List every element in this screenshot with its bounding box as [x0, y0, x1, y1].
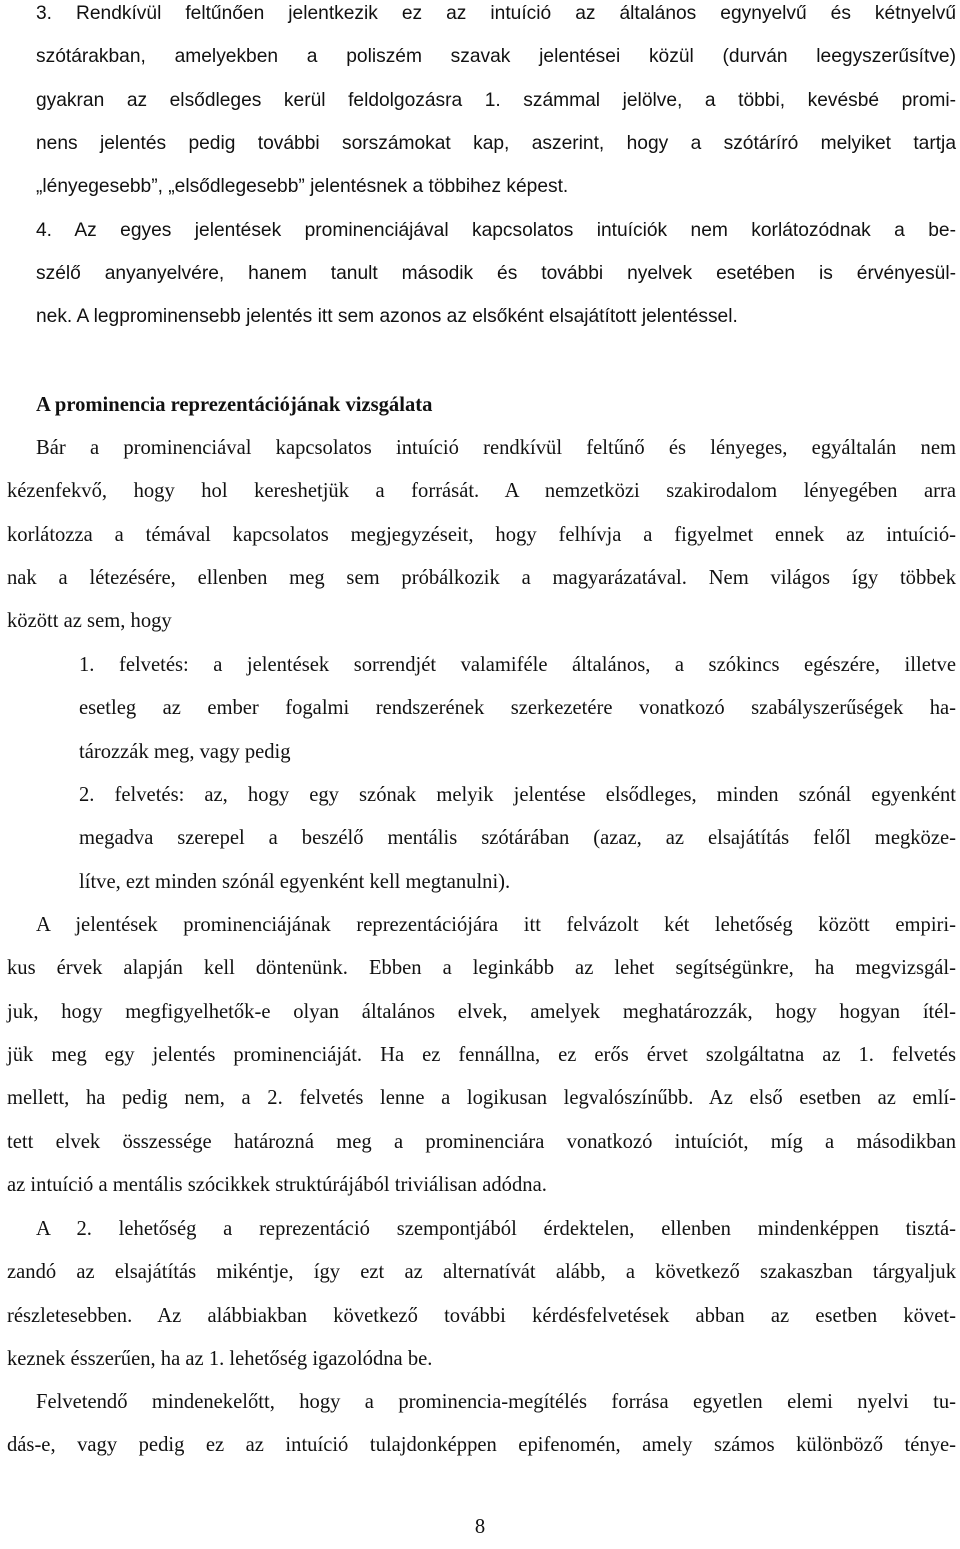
paragraph-line: zandó az elsajátítás mikéntje, így ezt az alternatívát alább, a következő szakaszban tárgyaljuk — [7, 1261, 956, 1284]
paragraph-line: az intuíció a mentális szócikkek struktúrájából triviálisan adódna. — [7, 1174, 547, 1197]
hypothesis-2-line: 2. felvetés: az, hogy egy szónak melyik jelentése elsődleges, minden szónál egyenként — [79, 784, 956, 807]
list-item-3-line: 3. Rendkívül feltűnően jelentkezik ez az intuíció az általános egynyelvű és kétnyelvű — [36, 3, 956, 24]
paragraph-line: keznek ésszerűen, ha az 1. lehetőség igazolódna be. — [7, 1348, 433, 1371]
paragraph-line: Bár a prominenciával kapcsolatos intuíció rendkívül feltűnő és lényeges, egyáltalán nem — [36, 437, 956, 459]
paragraph-second-option — [7, 1208, 956, 1381]
paragraph-line: dás-e, vagy pedig ez az intuíció tulajdonképpen epifenomén, amely számos különböző ténye- — [7, 1434, 956, 1457]
hypothesis-1-line: 1. felvetés: a jelentések sorrendjét valamiféle általános, a szókincs egészére, illetve — [79, 654, 956, 676]
paragraph-line: mellett, ha pedig nem, a 2. felvetés lenne a logikusan legvalószínűbb. Az első esetben az emlí- — [7, 1087, 956, 1110]
list-item-4-line: nek. A legprominensebb jelentés itt sem azonos az elsőként elsajátított jelentéssel. — [36, 306, 738, 328]
paragraph-line: részletesebben. Az alábbiakban következő további kérdésfelvetések abban az esetben követ- — [7, 1304, 956, 1327]
paragraph-line: tett elvek összessége határozná meg a prominenciára vonatkozó intuíciót, míg a másodikban — [7, 1130, 956, 1153]
list-item-4-line: szélő anyanyelvére, hanem tanult második és további nyelvek esetében is érvényesül- — [36, 263, 956, 285]
list-item-3-line: nens jelentés pedig további sorszámokat kap, aszerint, hogy a szótáríró melyiket tartja — [36, 133, 956, 155]
paragraph-line: juk, hogy megfigyelhetők-e olyan általános elvek, amelyek meghatározzák, hogy hogyan ítél- — [7, 1000, 956, 1023]
paragraph-line: között az sem, hogy — [7, 610, 172, 633]
list-item-3-line: gyakran az elsődleges kerül feldolgozásra 1. számmal jelölve, a többi, kevésbé promi- — [36, 89, 956, 111]
paragraph-line: A 2. lehetőség a reprezentáció szempontjából érdektelen, ellenben mindenképpen tisztá- — [36, 1218, 956, 1240]
paragraph-line: jük meg egy jelentés prominenciáját. Ha ez fennállna, ez erős érvet szolgáltatna az 1. felvetés — [7, 1044, 956, 1067]
hypotheses-list — [79, 644, 956, 904]
paragraph-line: korlátozza a témával kapcsolatos megjegyzéseit, hogy felhívja a figyelmet ennek az intuíció- — [7, 523, 956, 546]
paragraph-line: kus érvek alapján kell döntenünk. Ebben a leginkább az lehet segítségünkre, ha megvizsgál- — [7, 957, 956, 980]
paragraph-further-questions — [7, 1381, 956, 1468]
paragraph-line: kézenfekvő, hogy hol kereshetjük a forrását. A nemzetközi szakirodalom lényegében arra — [7, 480, 956, 503]
paragraph-intro — [7, 427, 956, 644]
hypothesis-1-line: esetleg az ember fogalmi rendszerének szerkezetére vonatkozó szabályszerűségek ha- — [79, 697, 956, 720]
list-item-3-line: szótárakban, amelyekben a poliszém szavak jelentései közül (durván leegyszerűsítve) — [36, 46, 956, 68]
hypothesis-2-line: megadva szerepel a beszélő mentális szótárában (azaz, az elsajátítás felől megköze- — [79, 827, 956, 850]
list-item-3-line: „lényegesebb”, „elsődlegesebb” jelentésnek a többihez képest. — [36, 176, 569, 198]
section-heading: A prominencia reprezentációjának vizsgálata — [36, 394, 433, 416]
paragraph-empirical — [7, 904, 956, 1207]
list-item-4-line: 4. Az egyes jelentések prominenciájával kapcsolatos intuíciók nem korlátozódnak a be- — [36, 219, 956, 241]
page-number: 8 — [474, 1516, 486, 1538]
paragraph-line: A jelentések prominenciájának reprezentációjára itt felvázolt két lehetőség között empiri- — [36, 914, 956, 936]
numbered-list-continuation — [7, 0, 956, 339]
paragraph-line: Felvetendő mindenekelőtt, hogy a prominencia-megítélés forrása egyetlen elemi nyelvi tu- — [36, 1391, 956, 1413]
paragraph-line: nak a létezésére, ellenben meg sem próbálkozik a magyarázatával. Nem világos így többek — [7, 567, 956, 590]
hypothesis-2-line: lítve, ezt minden szónál egyenként kell megtanulni). — [79, 870, 511, 893]
hypothesis-1-line: tározzák meg, vagy pedig — [79, 740, 291, 763]
